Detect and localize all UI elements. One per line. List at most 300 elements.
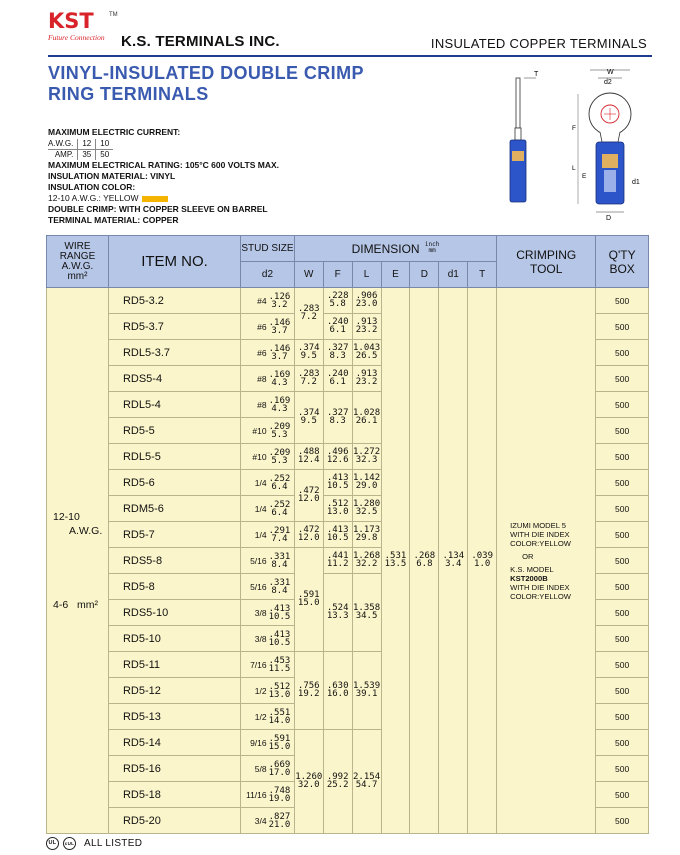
stud-size: #6 xyxy=(257,347,267,358)
awg-label: A.W.G. xyxy=(48,139,78,150)
stud-size-header: STUD SIZE xyxy=(241,236,295,262)
item-number: RD5-16 xyxy=(108,756,240,782)
amp-value: 50 xyxy=(96,150,113,161)
value-mm: 5.3 xyxy=(271,455,288,466)
qty-per-box: 500 xyxy=(596,574,649,600)
value-mm: 32.0 xyxy=(297,780,320,790)
f-dimension-value xyxy=(327,526,349,542)
item-number: RD5-6 xyxy=(108,470,240,496)
d2-value xyxy=(269,683,291,699)
value-mm: 8.3 xyxy=(329,416,346,426)
ul-logo: UL xyxy=(46,837,59,850)
f-dimension xyxy=(323,652,352,730)
d2-value xyxy=(269,423,291,439)
double-crimp: DOUBLE CRIMP: WITH COPPER SLEEVE ON BARREL xyxy=(48,204,268,214)
d-header: D xyxy=(410,262,439,288)
f-dimension xyxy=(323,522,352,548)
l-dimension-value xyxy=(353,552,380,568)
value-mm: 4.3 xyxy=(271,403,288,414)
d2-header: d2 xyxy=(241,262,295,288)
stud-size-cell xyxy=(241,574,295,600)
stud-size: #4 xyxy=(257,295,267,306)
qty-per-box: 500 xyxy=(596,392,649,418)
value-mm: 12.6 xyxy=(326,455,349,465)
value-inch: .228 xyxy=(326,291,349,301)
yellow-swatch xyxy=(142,196,168,202)
t-dimension-value xyxy=(471,552,493,568)
value-mm: 26.5 xyxy=(355,351,378,361)
front-sleeve xyxy=(602,154,618,168)
value-mm: 3.7 xyxy=(271,325,288,336)
item-number: RD5-3.7 xyxy=(108,314,240,340)
header-text: RANGE xyxy=(59,250,96,262)
header-text: A.W.G. xyxy=(61,260,94,272)
tool-text: COLOR:YELLOW xyxy=(510,538,571,548)
value-mm: 9.5 xyxy=(300,416,317,426)
value-inch: 1.268 xyxy=(353,551,381,561)
stud-size-cell xyxy=(241,704,295,730)
d2-value xyxy=(269,631,291,647)
d2-value xyxy=(269,475,291,491)
l-dimension xyxy=(352,652,381,730)
stud-size-cell xyxy=(241,678,295,704)
value-inch: .169 xyxy=(268,369,291,380)
value-mm: 17.0 xyxy=(268,767,291,778)
value-inch: .374 xyxy=(297,408,320,418)
l-dimension xyxy=(352,366,381,392)
stud-d2 xyxy=(241,626,294,651)
l-dimension-value xyxy=(356,292,378,308)
stud-size-cell xyxy=(241,288,295,314)
value-mm: 25.2 xyxy=(326,780,349,790)
l-dimension-value xyxy=(353,344,380,360)
color-text: 12-10 A.W.G.: YELLOW xyxy=(48,193,139,203)
stud-size: #10 xyxy=(252,425,267,436)
stud-d2 xyxy=(241,782,294,807)
d1-header: d1 xyxy=(439,262,468,288)
f-dimension-value xyxy=(327,292,349,308)
value-mm: 6.1 xyxy=(329,377,346,387)
stud-d2 xyxy=(241,574,294,599)
tool-text: IZUMI MODEL 5 xyxy=(510,520,566,530)
tool-or: OR xyxy=(522,551,534,561)
value-mm: 15.0 xyxy=(297,598,320,608)
d2-value xyxy=(269,501,291,517)
w-dimension-value xyxy=(298,487,320,503)
stud-d2 xyxy=(241,340,294,365)
qty-per-box: 500 xyxy=(596,522,649,548)
l-dimension xyxy=(352,314,381,340)
stud-size: 1/4 xyxy=(254,529,267,540)
e-dimension xyxy=(381,288,410,834)
dimension-unit xyxy=(425,242,439,254)
value-inch: .756 xyxy=(297,681,320,691)
header-text: mm² xyxy=(67,270,88,282)
wire-range-header xyxy=(47,236,109,288)
value-inch: 1.142 xyxy=(353,473,381,483)
item-number: RD5-14 xyxy=(108,730,240,756)
w-dimension xyxy=(294,652,323,730)
value-inch: 1.043 xyxy=(353,343,381,353)
d2-value xyxy=(269,761,291,777)
value-inch: .827 xyxy=(268,811,291,822)
f-dimension-value xyxy=(327,344,349,360)
stud-d2 xyxy=(241,808,294,833)
value-mm: 6.4 xyxy=(271,481,288,492)
value-mm: 39.1 xyxy=(355,689,378,699)
value-inch: .039 xyxy=(471,551,494,561)
stud-size: #8 xyxy=(257,399,267,410)
qty-per-box: 500 xyxy=(596,418,649,444)
w-dimension-value xyxy=(298,409,320,425)
qty-per-box: 500 xyxy=(596,314,649,340)
item-number: RDM5-6 xyxy=(108,496,240,522)
f-dimension-value xyxy=(327,773,349,789)
t-dimension xyxy=(468,288,497,834)
value-mm: 12.0 xyxy=(297,494,320,504)
stud-d2 xyxy=(241,678,294,703)
stud-size: 1/2 xyxy=(254,685,267,696)
insulation-material: INSULATION MATERIAL: VINYL xyxy=(48,171,176,181)
value-inch: .283 xyxy=(297,369,320,379)
stud-size: 5/16 xyxy=(250,581,267,592)
item-number: RD5-12 xyxy=(108,678,240,704)
d2-value xyxy=(269,371,291,387)
value-mm: 8.4 xyxy=(271,559,288,570)
f-dimension-value xyxy=(327,500,349,516)
w-dimension xyxy=(294,288,323,340)
stud-d2 xyxy=(241,470,294,495)
value-inch: 1.358 xyxy=(353,603,381,613)
kst-logo xyxy=(48,10,118,42)
label-d2: d2 xyxy=(604,79,612,86)
logo-mark: KST xyxy=(48,9,94,33)
title-line-2: RING TERMINALS xyxy=(48,84,209,104)
stud-d2 xyxy=(241,314,294,339)
stud-size-cell xyxy=(241,782,295,808)
mm-range xyxy=(53,598,108,612)
f-dimension xyxy=(323,340,352,366)
value-inch: .240 xyxy=(326,317,349,327)
qty-per-box: 500 xyxy=(596,756,649,782)
item-number: RDL5-5 xyxy=(108,444,240,470)
page-title xyxy=(48,63,364,105)
item-number: RD5-18 xyxy=(108,782,240,808)
f-dimension xyxy=(323,288,352,314)
value-inch: .413 xyxy=(268,629,291,640)
l-dimension xyxy=(352,392,381,444)
d2-value xyxy=(269,449,291,465)
stud-size: 1/4 xyxy=(254,503,267,514)
front-barrel xyxy=(604,170,616,192)
stud-size-cell xyxy=(241,418,295,444)
value-mm: 23.2 xyxy=(355,377,378,387)
f-dimension xyxy=(323,366,352,392)
value-inch: .441 xyxy=(326,551,349,561)
value-inch: .283 xyxy=(297,304,320,314)
stud-d2 xyxy=(241,392,294,417)
l-dimension-value xyxy=(353,682,380,698)
item-number: RD5-20 xyxy=(108,808,240,834)
tool-text: COLOR:YELLOW xyxy=(510,591,571,601)
value-inch: .327 xyxy=(326,343,349,353)
d2-value xyxy=(269,553,291,569)
l-dimension xyxy=(352,288,381,314)
value-mm: 5.3 xyxy=(271,429,288,440)
current-label: MAXIMUM ELECTRIC CURRENT: xyxy=(48,127,181,137)
item-number: RDL5-4 xyxy=(108,392,240,418)
e-header: E xyxy=(381,262,410,288)
w-dimension xyxy=(294,730,323,834)
stud-size: 1/2 xyxy=(254,711,267,722)
value-inch: .992 xyxy=(326,772,349,782)
stud-d2 xyxy=(241,444,294,469)
qty-per-box: 500 xyxy=(596,470,649,496)
f-dimension-value xyxy=(327,474,349,490)
w-dimension xyxy=(294,340,323,366)
item-number: RD5-13 xyxy=(108,704,240,730)
value-inch: .591 xyxy=(297,590,320,600)
item-number: RD5-5 xyxy=(108,418,240,444)
qty-per-box: 500 xyxy=(596,366,649,392)
stud-size-cell xyxy=(241,470,295,496)
stud-size-cell xyxy=(241,314,295,340)
stud-size-cell xyxy=(241,730,295,756)
stud-size-cell xyxy=(241,756,295,782)
value-mm: 32.5 xyxy=(355,507,378,517)
value-inch: .169 xyxy=(268,395,291,406)
l-dimension xyxy=(352,340,381,366)
value-inch: .551 xyxy=(268,707,291,718)
value-inch: .374 xyxy=(297,343,320,353)
value-inch: .512 xyxy=(268,681,291,692)
w-dimension-value xyxy=(298,448,320,464)
label-d1: d1 xyxy=(632,179,640,186)
stud-size-cell xyxy=(241,652,295,678)
all-listed-text: ALL LISTED xyxy=(84,838,143,849)
value-mm: 32.2 xyxy=(355,559,378,569)
stud-size: 5/8 xyxy=(254,763,267,774)
l-dimension xyxy=(352,496,381,522)
value-inch: .291 xyxy=(268,525,291,536)
w-dimension-value xyxy=(298,526,320,542)
insulation-color-value xyxy=(48,193,279,204)
value-mm: 7.2 xyxy=(300,377,317,387)
d2-value xyxy=(269,345,291,361)
f-dimension-value xyxy=(327,448,349,464)
label-L: L xyxy=(572,165,576,172)
value-inch: 1.272 xyxy=(353,447,381,457)
value-inch: .630 xyxy=(326,681,349,691)
stud-size: 3/4 xyxy=(254,815,267,826)
header-divider xyxy=(48,55,652,57)
w-dimension xyxy=(294,470,323,522)
value-inch: .331 xyxy=(268,551,291,562)
value-inch: .268 xyxy=(413,551,436,561)
value-inch: .913 xyxy=(355,369,378,379)
item-number: RDS5-4 xyxy=(108,366,240,392)
value-inch: .252 xyxy=(268,499,291,510)
crimping-tool-cell xyxy=(497,288,596,834)
stud-size: 9/16 xyxy=(250,737,267,748)
f-header: F xyxy=(323,262,352,288)
label-E: E xyxy=(582,173,587,180)
dimension-header xyxy=(294,236,496,262)
value-mm: 29.0 xyxy=(355,481,378,491)
value-inch: .488 xyxy=(297,447,320,457)
certification xyxy=(46,837,142,850)
stud-size-cell xyxy=(241,392,295,418)
value-mm: 7.4 xyxy=(271,533,288,544)
value-mm: 10.5 xyxy=(326,481,349,491)
w-dimension xyxy=(294,392,323,444)
f-dimension-value xyxy=(327,682,349,698)
qty-per-box: 500 xyxy=(596,288,649,314)
l-dimension xyxy=(352,522,381,548)
value-mm: 15.0 xyxy=(268,741,291,752)
value-mm: 3.4 xyxy=(445,559,462,569)
electrical-rating: MAXIMUM ELECTRICAL RATING: 105°C 600 VOLTS MAX. xyxy=(48,160,280,170)
stud-d2 xyxy=(241,522,294,547)
stud-size: 3/8 xyxy=(254,633,267,644)
l-dimension-value xyxy=(356,370,378,386)
value-inch: .209 xyxy=(268,447,291,458)
stud-size: 11/16 xyxy=(245,789,267,800)
crimping-tool-header xyxy=(497,236,596,288)
d2-value xyxy=(269,397,291,413)
value-inch: 1.028 xyxy=(353,408,381,418)
item-number: RDL5-3.7 xyxy=(108,340,240,366)
d-dimension xyxy=(410,288,439,834)
value-mm: 13.0 xyxy=(268,689,291,700)
value-mm: 4.3 xyxy=(271,377,288,388)
d2-value xyxy=(269,293,291,309)
value-inch: .327 xyxy=(326,408,349,418)
d2-value xyxy=(269,319,291,335)
side-insulation xyxy=(510,140,526,202)
d2-value xyxy=(269,579,291,595)
value-mm: 32.3 xyxy=(355,455,378,465)
stud-d2 xyxy=(241,652,294,677)
item-number: RD5-3.2 xyxy=(108,288,240,314)
d2-value xyxy=(269,657,291,673)
value-inch: 2.154 xyxy=(353,772,381,782)
l-dimension xyxy=(352,548,381,574)
value-inch: 1.260 xyxy=(295,772,323,782)
value-mm: 23.0 xyxy=(355,299,378,309)
w-dimension-value xyxy=(295,773,322,789)
stud-size: 3/8 xyxy=(254,607,267,618)
value-inch: 1.280 xyxy=(353,499,381,509)
ring-terminal-drawing xyxy=(496,66,656,226)
value-inch: .472 xyxy=(297,525,320,535)
side-neck xyxy=(515,128,521,140)
qty-per-box: 500 xyxy=(596,808,649,834)
w-dimension xyxy=(294,522,323,548)
side-sleeve xyxy=(512,151,524,161)
t-header: T xyxy=(468,262,497,288)
value-inch: 1.173 xyxy=(353,525,381,535)
value-mm: 11.5 xyxy=(268,663,291,674)
stud-d2 xyxy=(241,496,294,521)
title-line-1: VINYL-INSULATED DOUBLE CRIMP xyxy=(48,63,364,83)
awg-range xyxy=(53,510,108,524)
l-dimension xyxy=(352,470,381,496)
value-inch: .496 xyxy=(326,447,349,457)
stud-size-cell xyxy=(241,522,295,548)
d2-value xyxy=(269,813,291,829)
value-inch: .524 xyxy=(326,603,349,613)
value-mm: 10.5 xyxy=(268,637,291,648)
d1-dimension xyxy=(439,288,468,834)
e-dimension-value xyxy=(385,552,407,568)
f-dimension xyxy=(323,730,352,834)
value-mm: 23.2 xyxy=(355,325,378,335)
unit-mm: mm xyxy=(428,246,436,254)
value-inch: .472 xyxy=(297,486,320,496)
w-dimension-value xyxy=(298,305,320,321)
value-inch: .913 xyxy=(355,317,378,327)
l-dimension-value xyxy=(353,773,380,789)
qty-per-box: 500 xyxy=(596,704,649,730)
d2-value xyxy=(269,735,291,751)
value-inch: .748 xyxy=(268,785,291,796)
value-inch: .669 xyxy=(268,759,291,770)
value-mm: 5.8 xyxy=(329,299,346,309)
mm-unit: mm² xyxy=(76,598,98,611)
header-text: Q'TY xyxy=(608,247,636,262)
qty-per-box: 500 xyxy=(596,782,649,808)
f-dimension xyxy=(323,574,352,652)
awg-range-value: 12-10 xyxy=(53,510,80,523)
f-dimension-value xyxy=(327,370,349,386)
stud-d2 xyxy=(241,418,294,443)
header-text: WIRE xyxy=(64,240,91,252)
qty-per-box: 500 xyxy=(596,548,649,574)
value-inch: .252 xyxy=(268,473,291,484)
spec-table-body xyxy=(47,288,649,834)
value-mm: 13.0 xyxy=(326,507,349,517)
label-T: T xyxy=(534,71,539,78)
qty-per-box: 500 xyxy=(596,496,649,522)
stud-size: 5/16 xyxy=(250,555,267,566)
d1-dimension-value xyxy=(442,552,464,568)
mm-range-value: 4-6 xyxy=(53,598,69,611)
value-mm: 6.1 xyxy=(329,325,346,335)
qty-per-box: 500 xyxy=(596,626,649,652)
item-number: RD5-10 xyxy=(108,626,240,652)
d2-value xyxy=(269,527,291,543)
value-inch: .453 xyxy=(268,655,291,666)
stud-size-cell xyxy=(241,600,295,626)
qty-per-box: 500 xyxy=(596,730,649,756)
qty-per-box: 500 xyxy=(596,678,649,704)
value-mm: 8.3 xyxy=(329,351,346,361)
logo-trademark: TM xyxy=(109,12,118,18)
stud-size: #6 xyxy=(257,321,267,332)
value-mm: 1.0 xyxy=(474,559,491,569)
header-text: CRIMPING xyxy=(516,247,577,262)
header-text: TOOL xyxy=(529,261,563,276)
stud-size: #8 xyxy=(257,373,267,384)
qty-per-box: 500 xyxy=(596,444,649,470)
stud-size-cell xyxy=(241,340,295,366)
value-mm: 16.0 xyxy=(326,689,349,699)
stud-size-cell xyxy=(241,366,295,392)
stud-d2 xyxy=(241,756,294,781)
value-mm: 9.5 xyxy=(300,351,317,361)
unit-inch: inch xyxy=(424,240,440,248)
